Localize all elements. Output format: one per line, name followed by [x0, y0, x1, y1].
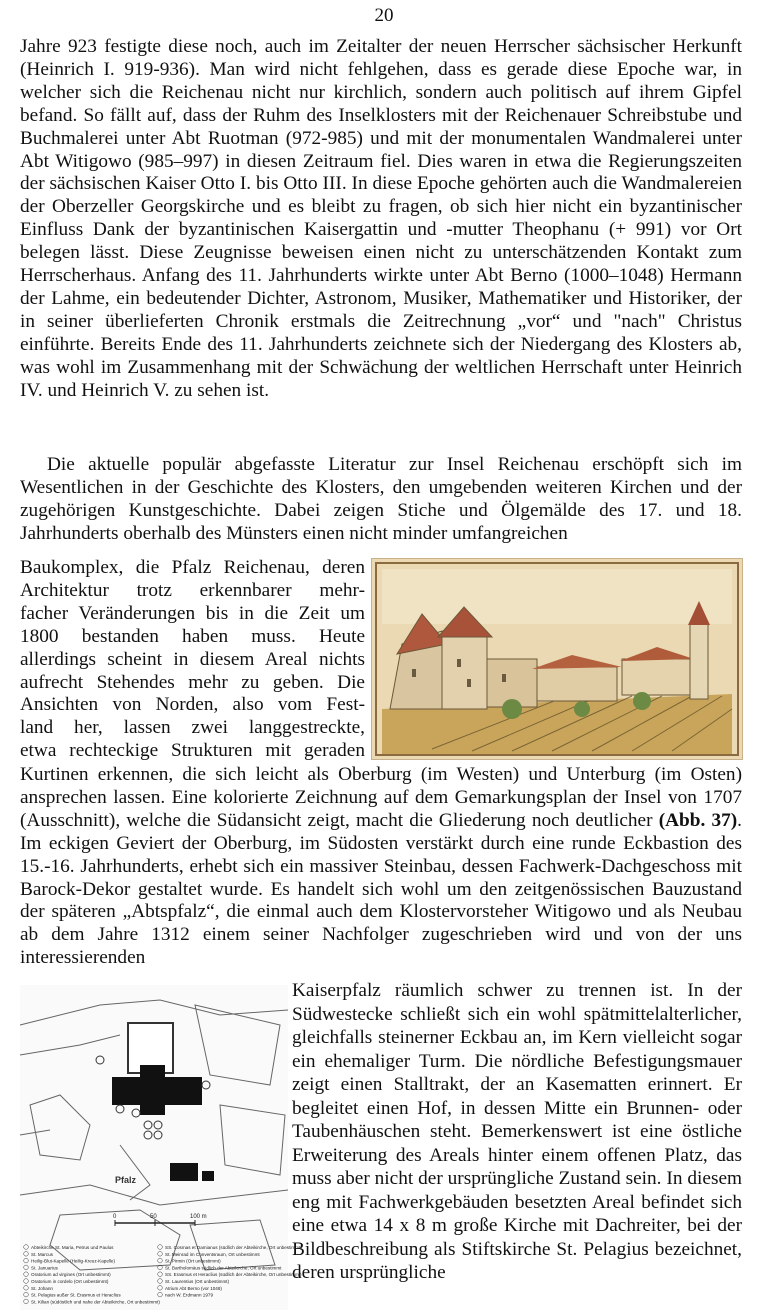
paragraph-2-continued [20, 764, 742, 970]
page-number: 20 [374, 5, 394, 26]
figure-site-plan [20, 985, 302, 1310]
plan-label: Pfalz [115, 1175, 137, 1185]
legend-entry: St. Laurentius (Ort unbestimmt) [165, 1279, 230, 1284]
paragraph-1: Jahre 923 festigte diese noch, auch im Zeitalter der neuen Herrscher sächsischer Herkunft (Heinrich I. 919-936). Man wird nicht fehlgehen, dass es gerade diese Epoche war, in welcher sich die Reichenau nicht nur kirchlich, sondern auch politisch auf ihrem Gipfel befand. So fällt auf, dass der Ruhm des Inselklosters mit der Reichenauer Schreibstube und Buchmalerei unter Abt Ruotman (972-985) und mit der monumentalen Wandmalerei unter Abt Witigowo (985–997) in diesen Zeitraum fiel. Dies waren in etwa die Regierungszeiten der sächsischen Kaiser Otto I. bis Otto III. In diese Epoche gehörten auch die Wandmalereien der Oberzeller Georgskirche und es bleibt zu fragen, ob sich hier nicht ein byzantinischer Einfluss Dank der byzantinischen Kaisergattin und -mutter Theophanu (+ 991) vor Ort belegen lässt. Diese Zeugnisse beweisen einen nicht zu unterschätzenden Kontakt zum Herrscherhaus. Anfang des 11. Jahrhunderts wirkte unter Abt Berno (1000–1048) Hermann der Lahme, ein bedeutender Dichter, Astronom, Musiker, Mathematiker und Historiker, der in seiner überlieferten Chronik erstmals die Zeitrechnung „vor“ und "nach" Christus einführte. Bereits Ende des 11. Jahrhunderts zeichnete sich der Niedergang des Klosters ab, was wohl im Zusammenhang mit der Schwächung der weltlichen Herrschaft unter Heinrich IV. und Heinrich V. zu sehen ist. [20, 36, 742, 401]
wrap-line: facher Veränderungen bis in die Zeit um [20, 602, 365, 624]
legend-entry: St. Meinrad im Conventsraum, Ort unbestimmt [165, 1251, 260, 1257]
wrap-line: Architektur trotz erkennbarer mehr- [20, 579, 365, 601]
legend-entry: SS. Erasmus et Heraclius (südlich der Abteikirche, Ort unbestimmt) [165, 1272, 302, 1278]
text-run: . Im eckigen Geviert der Oberburg, im Südosten verstärkt durch eine runde Eckbastion des 15.-16. Jahrhunderts, erhebt sich ein massiver Steinbau, dessen Fachwerk-Dachgeschoss mit Barock-Dekor gestaltet wurde. Es handelt sich wohl um den zeitgenössischen Bauzustand der späteren „Abtspfalz“, die einmal auch dem Klostervorsteher Witigowo und als Neubau ab dem Jahre 1312 einem seiner Nachfolger zugeschrieben wird und von der uns interessierenden [20, 809, 742, 969]
legend-entry: Heilig-Blut-Kapelle (Heilig-Kreuz-Kapelle) [31, 1258, 115, 1264]
wrap-line: 1800 bestanden haben muss. Heute [20, 625, 365, 647]
wrap-line: land her, lassen zwei langgestreckte, [20, 717, 365, 739]
legend-entry: Oratorium ad virgines (Ort unbestimmt) [31, 1272, 111, 1278]
site-plan-image [20, 985, 302, 1310]
legend-entry: St. Januarius [31, 1265, 58, 1271]
wrap-line: aufrecht Stehendes mehr zu geben. Die [20, 671, 365, 693]
paragraph-2-wrap [20, 557, 365, 763]
wrap-line: Baukomplex, die Pfalz Reichenau, deren [20, 557, 365, 578]
legend-entry: St. Bartholomäus südlich der Abteikirche, Ort unbestimmt [165, 1265, 282, 1271]
scale-zero: 0 [113, 1214, 117, 1220]
legend-entry: St. Pirmin (Ort unbestimmt) [165, 1258, 221, 1264]
legend-entry: St. Johann [31, 1285, 53, 1291]
legend-entry: nach W. Erdmann 1979 [165, 1292, 214, 1298]
text-run: Kurtinen erkennen, die sich leicht als Oberburg (im Westen) und Unterburg (im Osten) ansprechen lassen. Eine kolorierte Zeichnung auf dem Gemarkungsplan der Insel von 1707 (Ausschnitt), welche die Südansicht zeigt, macht die Gliederung noch deutlicher [20, 764, 742, 831]
figure-palace-drawing [371, 558, 743, 760]
wrap-line: allerdings scheint in diesem Areal nichts [20, 648, 365, 670]
legend-entry: Atrium Abt Berno (vor 1048) [165, 1285, 222, 1291]
legend-entry: Abteikirche St. Maria, Petrus und Paulus [31, 1245, 114, 1250]
legend-entry: Oratorium in cordelo (Ort unbestimmt) [31, 1279, 109, 1284]
paragraph-2-lead: Die aktuelle populär abgefasste Literatur zur Insel Reichenau erschöpft sich im Wesentlichen in der Geschichte des Klosters, den umgebenden weiteren Kirchen und der zugehörigen Kunstgeschichte. Dabei zeigen Stiche und Ölgemälde des 17. und 18. Jahrhunderts oberhalb des Münsters einen nicht minder umfangreichen [20, 454, 742, 544]
paragraph-2-column: Kaiserpfalz räumlich schwer zu trennen ist. In der Südwestecke schließt sich ein wohl spätmittelalterlicher, gleichfalls steinerner Eckbau an, im Kern vielleicht sogar ein ehemaliger Turm. Die nördliche Befestigungsmauer zeigt einen Stalltrakt, der an Kasematten erinnert. Er begleitet einen Hof, in dessen Mitte ein Brunnen- oder Taubenhäuschen steht. Bemerkenswert ist eine östliche Erweiterung des Areals hinter einem offenen Platz, das muss aber nicht der ursprüngliche Zustand sein. In diesem eng mit Fachwerkgebäuden besetzten Areal befindet sich eine etwa 14 x 8 m große Kirche mit Dachreiter, bei der Bildbeschreibung als Stiftskirche St. Pelagius bezeichnet, deren ursprüngliche [292, 980, 742, 1283]
palace-drawing-image [372, 559, 742, 759]
scale-hundred: 100 m [190, 1214, 207, 1220]
legend-entry: St. Marcus [31, 1251, 53, 1257]
legend-entry: St. Pelagius außer St. Erasmus et Heraclius [31, 1292, 121, 1298]
wrap-line: etwa rechteckige Strukturen mit geraden [20, 740, 365, 762]
legend-entry: SS. Cosmas et Damianus (südlich der Abteikirche, Ort unbestimmt) [165, 1245, 302, 1250]
legend-entry: St. Kilian (südöstlich und nahe der Abteikirche, Ort unbestimmt) [31, 1299, 160, 1305]
wrap-line: Ansichten von Norden, also vom Fest- [20, 694, 365, 716]
figure-reference: (Abb. 37) [658, 809, 738, 831]
scale-fifty: 50 [150, 1214, 157, 1220]
